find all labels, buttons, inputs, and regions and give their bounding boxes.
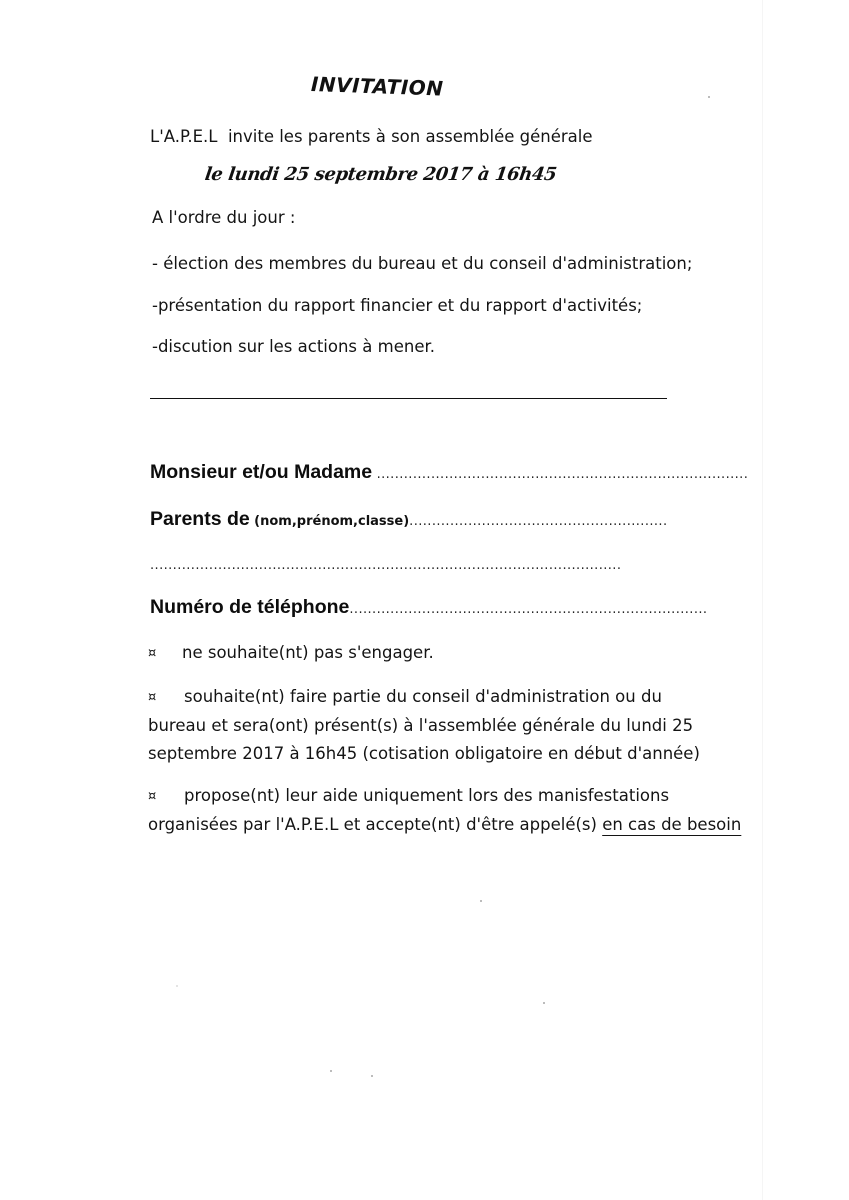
bullet-icon: ¤ xyxy=(148,690,157,705)
parents-de-hint: (nom,prénom,classe) xyxy=(254,514,410,529)
scan-speck xyxy=(371,1075,373,1077)
separator-line xyxy=(150,398,667,399)
option-text: bureau et sera(ont) présent(s) à l'assemblée générale du lundi 25 xyxy=(148,716,694,735)
parents-de-field xyxy=(150,508,668,531)
monsieur-madame-field xyxy=(150,461,748,484)
bullet-icon: ¤ xyxy=(148,789,157,804)
scan-speck xyxy=(480,900,482,902)
intro-line xyxy=(150,127,592,146)
option-text: souhaite(nt) faire partie du conseil d'administration ou du xyxy=(184,687,662,706)
org-name: L'A.P.E.L xyxy=(150,127,218,146)
option-help-events xyxy=(148,782,741,839)
agenda-item: -discution sur les actions à mener. xyxy=(152,337,435,356)
underlined-text: en cas de besoin xyxy=(602,815,742,834)
monsieur-madame-dots: .................................................................................. xyxy=(376,467,749,482)
invitation-title: INVITATION xyxy=(310,72,444,101)
extra-dots-line: ........................................................................................................ xyxy=(150,558,622,573)
phone-label: Numéro de téléphone xyxy=(150,596,350,618)
option-join-council xyxy=(148,683,700,768)
meeting-date: le lundi 25 septembre 2017 à 16h45 xyxy=(203,164,558,185)
option-no-commitment xyxy=(148,639,434,668)
agenda-heading: A l'ordre du jour : xyxy=(152,208,296,227)
agenda-item: - élection des membres du bureau et du conseil d'administration; xyxy=(152,254,693,273)
scan-speck xyxy=(176,985,178,987)
bullet-icon: ¤ xyxy=(148,646,157,661)
option-text: ne souhaite(nt) pas s'engager. xyxy=(182,643,434,662)
scan-speck xyxy=(708,96,710,98)
scan-speck xyxy=(543,1002,545,1004)
parents-de-dots: ......................................................... xyxy=(409,514,668,529)
intro-text: invite les parents à son assemblée générale xyxy=(227,127,593,146)
option-text: propose(nt) leur aide uniquement lors des manisfestations xyxy=(184,786,670,805)
scan-edge xyxy=(762,0,763,1200)
monsieur-madame-label: Monsieur et/ou Madame xyxy=(150,461,373,483)
option-text: organisées par l'A.P.E.L et accepte(nt) d'être appelé(s) xyxy=(148,815,597,834)
agenda-item: -présentation du rapport financier et du rapport d'activités; xyxy=(152,296,643,315)
phone-dots: ............................................................................... xyxy=(349,602,708,617)
option-text: septembre 2017 à 16h45 (cotisation obligatoire en début d'année) xyxy=(148,744,700,763)
parents-de-label: Parents de xyxy=(150,508,250,530)
phone-field xyxy=(150,596,707,619)
scan-speck xyxy=(330,1070,332,1072)
